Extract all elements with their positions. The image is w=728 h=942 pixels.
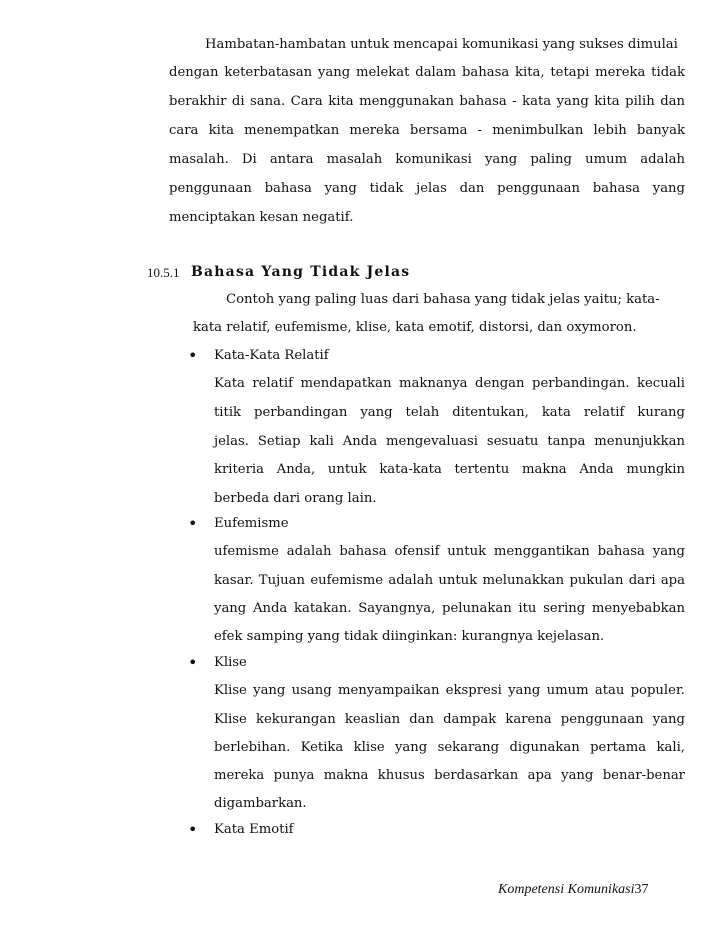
section-intro-line-2: kata relatif, eufemisme, klise, kata emotif, distorsi, dan oxymoron. [193, 320, 637, 335]
intro-line-5: masalah. Di antara masalah komunikasi yang paling umum adalah [169, 152, 685, 167]
bullet-icon: • [188, 514, 198, 533]
item-3-line-4: mereka punya makna khusus berdasarkan apa yang benar-benar [214, 768, 685, 783]
item-2-line-1: ufemisme adalah bahasa ofensif untuk menggantikan bahasa yang [214, 544, 685, 559]
item-title-eufemisme: Eufemisme [214, 516, 289, 531]
item-title-kata-kata-relatif: Kata-Kata Relatif [214, 348, 329, 363]
page-number: 37 [634, 882, 649, 897]
section-intro-line-1: Contoh yang paling luas dari bahasa yang tidak jelas yaitu; kata- [226, 292, 660, 307]
intro-line-3: berakhir di sana. Cara kita menggunakan bahasa - kata yang kita pilih dan [169, 94, 685, 109]
item-3-line-2: Klise kekurangan keaslian dan dampak karena penggunaan yang [214, 712, 685, 727]
item-1-line-3: jelas. Setiap kali Anda mengevaluasi sesuatu tanpa menunjukkan [214, 434, 685, 449]
item-1-line-1: Kata relatif mendapatkan maknanya dengan perbandingan. kecuali [214, 376, 685, 391]
bullet-icon: • [188, 820, 198, 839]
item-2-line-3: yang Anda katakan. Sayangnya, pelunakan itu sering menyebabkan [214, 601, 685, 616]
intro-line-1: Hambatan-hambatan untuk mencapai komunikasi yang sukses dimulai [205, 37, 678, 52]
bullet-icon: • [188, 346, 198, 365]
intro-line-6: penggunaan bahasa yang tidak jelas dan penggunaan bahasa yang [169, 181, 685, 196]
item-2-line-4: efek samping yang tidak diinginkan: kurangnya kejelasan. [214, 629, 605, 644]
intro-line-4: cara kita menempatkan mereka bersama - menimbulkan lebih banyak [169, 123, 685, 138]
item-title-kata-emotif: Kata Emotif [214, 822, 294, 837]
item-3-line-3: berlebihan. Ketika klise yang sekarang digunakan pertama kali, [214, 740, 685, 755]
item-title-klise: Klise [214, 655, 247, 670]
item-1-line-2: titik perbandingan yang telah ditentukan, kata relatif kurang [214, 405, 685, 420]
item-3-line-1: Klise yang usang menyampaikan ekspresi yang umum atau populer. [214, 683, 685, 698]
footer-title: Kompetensi Komunikasi [498, 882, 635, 897]
page-footer [498, 880, 649, 900]
bullet-icon: • [188, 653, 198, 672]
item-2-line-2: kasar. Tujuan eufemisme adalah untuk melunakkan pukulan dari apa [214, 573, 685, 588]
item-1-line-4: kriteria Anda, untuk kata-kata tertentu makna Anda mungkin [214, 462, 685, 477]
intro-line-7: menciptakan kesan negatif. [169, 210, 354, 225]
item-1-line-5: berbeda dari orang lain. [214, 491, 377, 506]
item-3-line-5: digambarkan. [214, 796, 307, 811]
section-number: 10.5.1 [147, 265, 180, 280]
section-title: Bahasa Yang Tidak Jelas [191, 264, 411, 280]
intro-line-2: dengan keterbatasan yang melekat dalam bahasa kita, tetapi mereka tidak [169, 65, 685, 80]
